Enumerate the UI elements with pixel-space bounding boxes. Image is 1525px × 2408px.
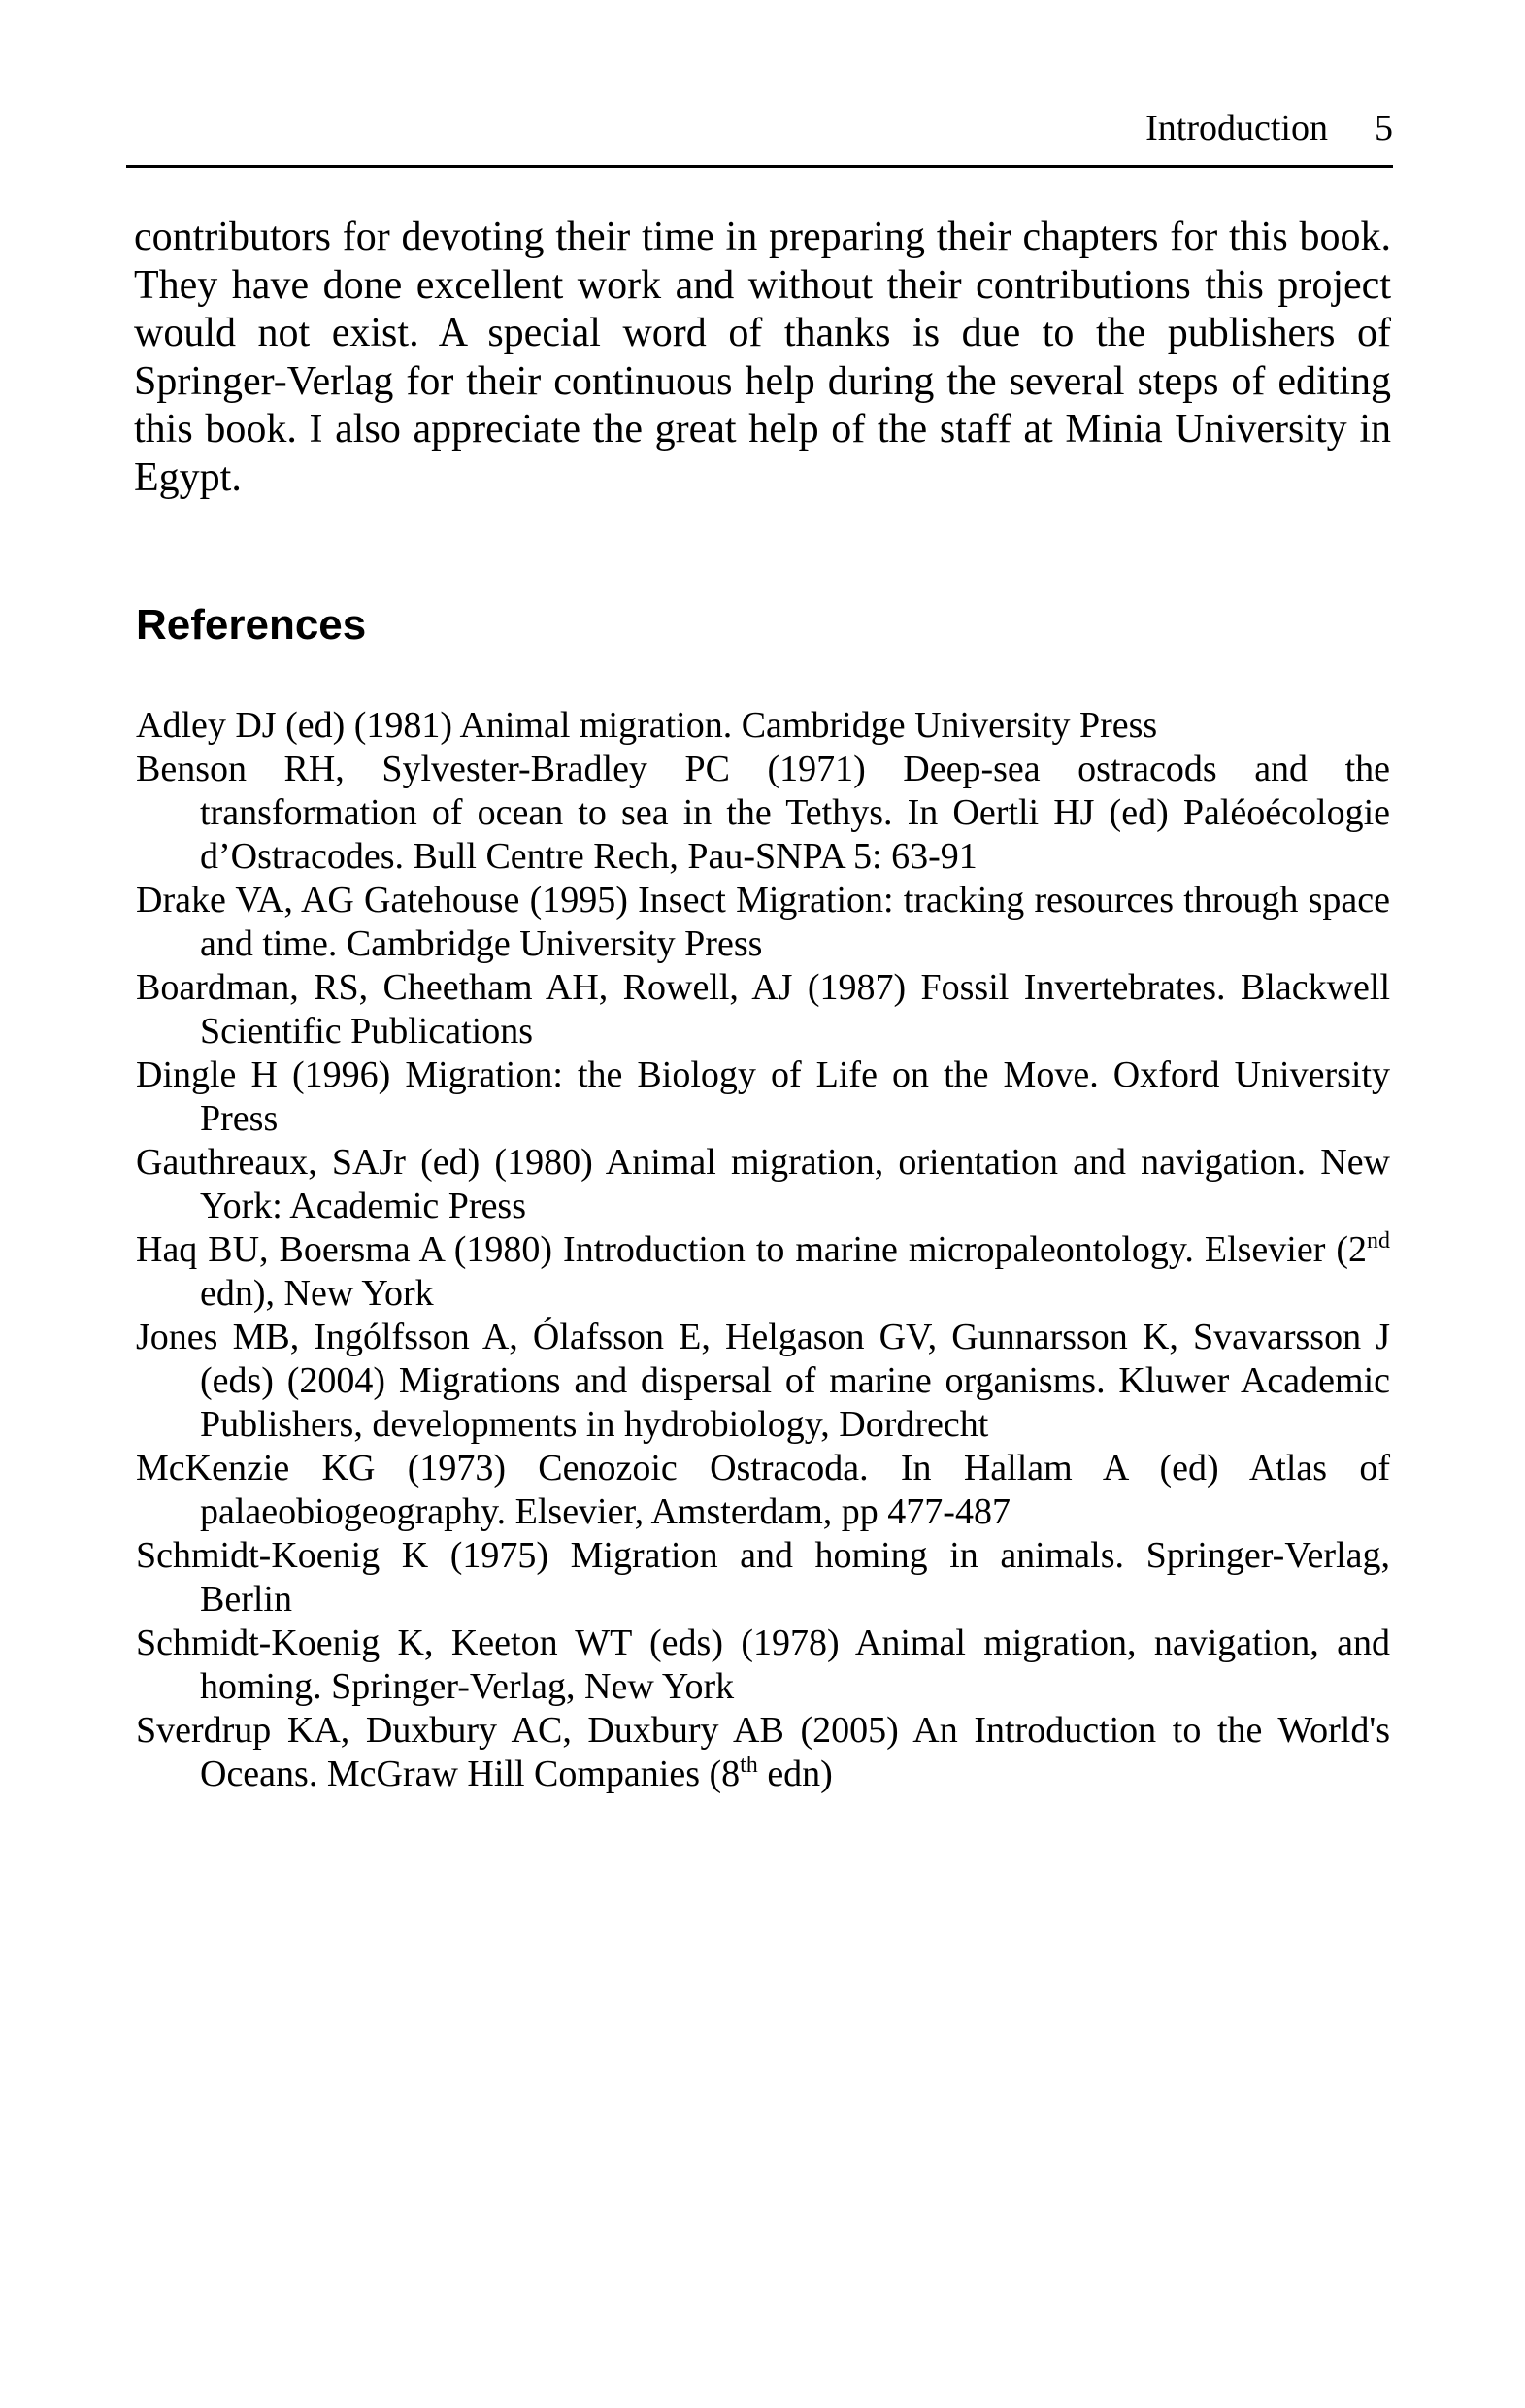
- reference-item: Adley DJ (ed) (1981) Animal migration. Cambridge University Press: [136, 705, 1158, 746]
- references-heading: References: [136, 601, 367, 649]
- reference-item: Schmidt-Koenig K (1975) Migration and homing in animals. Springer-Verlag, Berlin: [136, 1535, 1390, 1620]
- reference-item: [136, 1709, 1390, 1796]
- reference-item: Schmidt-Koenig K, Keeton WT (eds) (1978) Animal migration, navigation, and homing. Springer-Verlag, New York: [136, 1622, 1390, 1707]
- reference-item: Boardman, RS, Cheetham AH, Rowell, AJ (1987) Fossil Invertebrates. Blackwell Scientific Publications: [136, 967, 1390, 1052]
- reference-text: edn): [757, 1754, 833, 1794]
- reference-item: [136, 1228, 1390, 1316]
- reference-item: Drake VA, AG Gatehouse (1995) Insect Migration: tracking resources through space and time. Cambridge University Press: [136, 880, 1390, 964]
- reference-text: Haq BU, Boersma A (1980) Introduction to marine micropaleontology. Elsevier (2: [136, 1229, 1367, 1270]
- acknowledgement-paragraph: contributors for devoting their time in preparing their chapters for this book. They have done excellent work and without their contributions this project would not exist. A special word of thanks is due to the publishers of Springer-Verlag for their continuous help during the several steps of editing this book. I also appreciate the great help of the staff at Minia University in Egypt.: [134, 215, 1391, 500]
- reference-item: Jones MB, Ingólfsson A, Ólafsson E, Helgason GV, Gunnarsson K, Svavarsson J (eds) (2004) Migrations and dispersal of marine organisms. Kluwer Academic Publishers, developments in hydrobiology, Dordrecht: [136, 1317, 1390, 1445]
- running-head-title: Introduction: [1145, 108, 1328, 149]
- reference-item: Gauthreaux, SAJr (ed) (1980) Animal migration, orientation and navigation. New York: Academic Press: [136, 1142, 1390, 1226]
- running-head: [126, 105, 1393, 151]
- ordinal-superscript: th: [740, 1753, 758, 1778]
- page-number: 5: [1375, 108, 1393, 149]
- reference-item: Dingle H (1996) Migration: the Biology of Life on the Move. Oxford University Press: [136, 1054, 1390, 1139]
- reference-item: Benson RH, Sylvester-Bradley PC (1971) Deep-sea ostracods and the transformation of ocean to sea in the Tethys. In Oertli HJ (ed) Paléoécologie d’Ostracodes. Bull Centre Rech, Pau-SNPA 5: 63-91: [136, 749, 1390, 877]
- reference-list: [136, 704, 1390, 1796]
- reference-item: McKenzie KG (1973) Cenozoic Ostracoda. In Hallam A (ed) Atlas of palaeobiogeography. Elsevier, Amsterdam, pp 477-487: [136, 1448, 1390, 1532]
- ordinal-superscript: nd: [1367, 1228, 1390, 1254]
- header-rule: [126, 165, 1393, 168]
- reference-text: edn), New York: [200, 1273, 434, 1314]
- reference-text: Sverdrup KA, Duxbury AC, Duxbury AB (2005) An Introduction to the World's Oceans. McGraw Hill Companies (8: [136, 1710, 1390, 1794]
